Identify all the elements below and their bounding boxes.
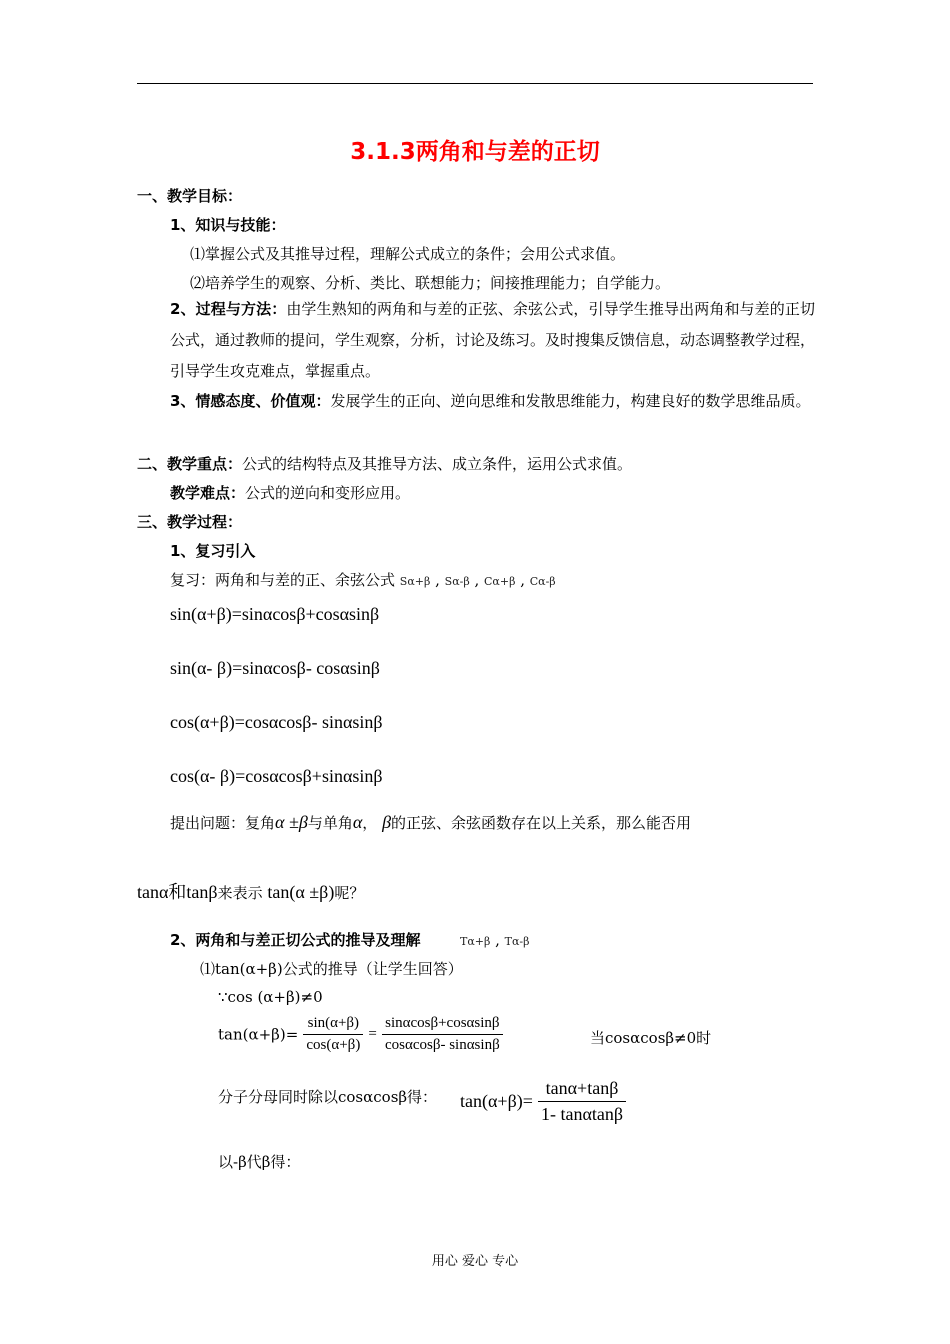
because-line: ∵cos (α+β)≠0: [218, 988, 323, 1006]
difficulty-line: [170, 482, 410, 503]
question-part-1: 提出问题：复角: [170, 814, 276, 832]
tag-t-minus: Tα-β: [504, 935, 530, 948]
objective-item-2: ⑵培养学生的观察、分析、类比、联想能力；间接推理能力；自学能力。: [190, 274, 671, 292]
section-1-sub-1: 1、知识与技能：: [170, 216, 286, 234]
section-3-sub-1: 1、复习引入: [170, 542, 256, 560]
result-fraction: [538, 1078, 626, 1125]
derivation-lhs: tan(α+β)=: [218, 1025, 299, 1044]
fraction-1-numerator: sin(α+β): [303, 1015, 363, 1035]
divide-text: 分子分母同时除以cosαcosβ得：: [218, 1088, 438, 1106]
review-tag-c-plus: Cα+β: [484, 575, 516, 588]
review-tag-s-plus: Sα+β: [399, 575, 431, 588]
page-title: 3.1.3两角和与差的正切: [350, 139, 600, 165]
review-tag-c-minus: Cα-β: [529, 575, 556, 588]
question-part-4: 来表示: [217, 884, 263, 902]
question-part-5: 呢？: [334, 884, 365, 902]
fraction-sin-over-cos: [303, 1015, 363, 1054]
attitude-text: 发展学生的正向、逆向思维和发散思维能力，构建良好的数学思维品质。: [330, 392, 811, 410]
tag-t-plus: Tα+β: [460, 935, 491, 948]
review-tag-s-minus: Sα-β: [444, 575, 470, 588]
formula-cos-diff: cos(α- β)=cosαcosβ+sinαsinβ: [170, 766, 383, 786]
question-sep: ，: [362, 814, 378, 832]
fraction-1-denominator: cos(α+β): [306, 1037, 361, 1053]
review-line: 复习：两角和与差的正、余弦公式 Sα+β , Sα-β , Cα+β , Cα-β: [170, 571, 556, 589]
difficulty-label: 教学难点：: [170, 484, 246, 502]
page-footer: 用心 爱心 专心: [431, 1254, 519, 1269]
attitude-label: 3、情感态度、价值观：: [170, 392, 331, 410]
fraction-2-numerator: sinαcosβ+cosαsinβ: [382, 1015, 503, 1035]
question-math-3: β: [382, 812, 392, 832]
result-denominator: 1- tanαtanβ: [540, 1104, 624, 1124]
replace-beta-text: 以-β代β得：: [218, 1153, 301, 1171]
process-method-paragraph: [170, 294, 815, 390]
objective-item-1: ⑴掌握公式及其推导过程，理解公式成立的条件；会用公式求值。: [190, 245, 626, 263]
question-part-2: 与单角: [307, 814, 353, 832]
fraction-expanded: [382, 1015, 503, 1054]
derivation-step-1: ⑴tan(α+β)公式的推导（让学生回答）: [200, 960, 463, 978]
formula-cos-sum: cos(α+β)=cosαcosβ- sinαsinβ: [170, 712, 383, 732]
header-rule: [137, 83, 813, 84]
review-text: 复习：两角和与差的正、余弦公式: [170, 571, 396, 589]
key-points-label: 二、教学重点：: [137, 455, 243, 473]
question-math-4: tanα和tanβ: [137, 882, 218, 902]
fraction-2-denominator: cosαcosβ- sinαsinβ: [384, 1037, 500, 1053]
formula-sin-diff: sin(α- β)=sinαcosβ- cosαsinβ: [170, 658, 380, 678]
section-3-heading: 三、教学过程：: [137, 513, 243, 531]
key-points-line: [137, 453, 632, 474]
section-3-sub-2: 2、两角和与差正切公式的推导及理解: [170, 931, 421, 949]
tan-sum-result: [460, 1078, 626, 1125]
process-method-label: 2、过程与方法：: [170, 300, 287, 318]
key-points-text: 公式的结构特点及其推导方法、成立条件，运用公式求值。: [242, 455, 633, 473]
derivation-equation: tan(α+β)= $\frac{\sin(\alpha+\beta)}{\cos(\alpha+\beta)}$ = $\frac{\sin\alpha\cos\beta+\cos\alpha\sin\beta}{\cos\alpha\cos\beta- \sin\alpha\sin\beta}$: [218, 1015, 503, 1054]
question-math-2: α: [352, 812, 363, 832]
process-method-text: 由学生熟知的两角和与差的正弦、余弦公式，引导学生推导出两角和与差的正切公式，通过教师的提问，学生观察，分析，讨论及练习。及时搜集反馈信息，动态调整教学过程，引导学生攻克难点，掌握重点。: [170, 300, 816, 380]
attitude-paragraph: [170, 386, 815, 450]
question-line-2: [137, 878, 364, 904]
section-3-sub-2-line: 2、两角和与差正切公式的推导及理解 Tα+β , Tα-β: [170, 931, 530, 949]
result-lhs: tan(α+β)=: [460, 1091, 533, 1111]
difficulty-text: 公式的逆向和变形应用。: [245, 484, 411, 502]
question-line-1: [170, 812, 691, 833]
formula-sin-sum: sin(α+β)=sinαcosβ+cosαsinβ: [170, 604, 380, 624]
section-1-heading: 一、教学目标：: [137, 187, 243, 205]
result-numerator: tanα+tanβ: [538, 1078, 626, 1102]
condition-text: 当cosαcosβ≠0时: [590, 1029, 712, 1047]
question-math-5: tan(α ±β): [267, 882, 335, 902]
question-math-1: α ±β: [275, 812, 308, 832]
question-part-3: 的正弦、余弦函数存在以上关系，那么能否用: [391, 814, 692, 832]
